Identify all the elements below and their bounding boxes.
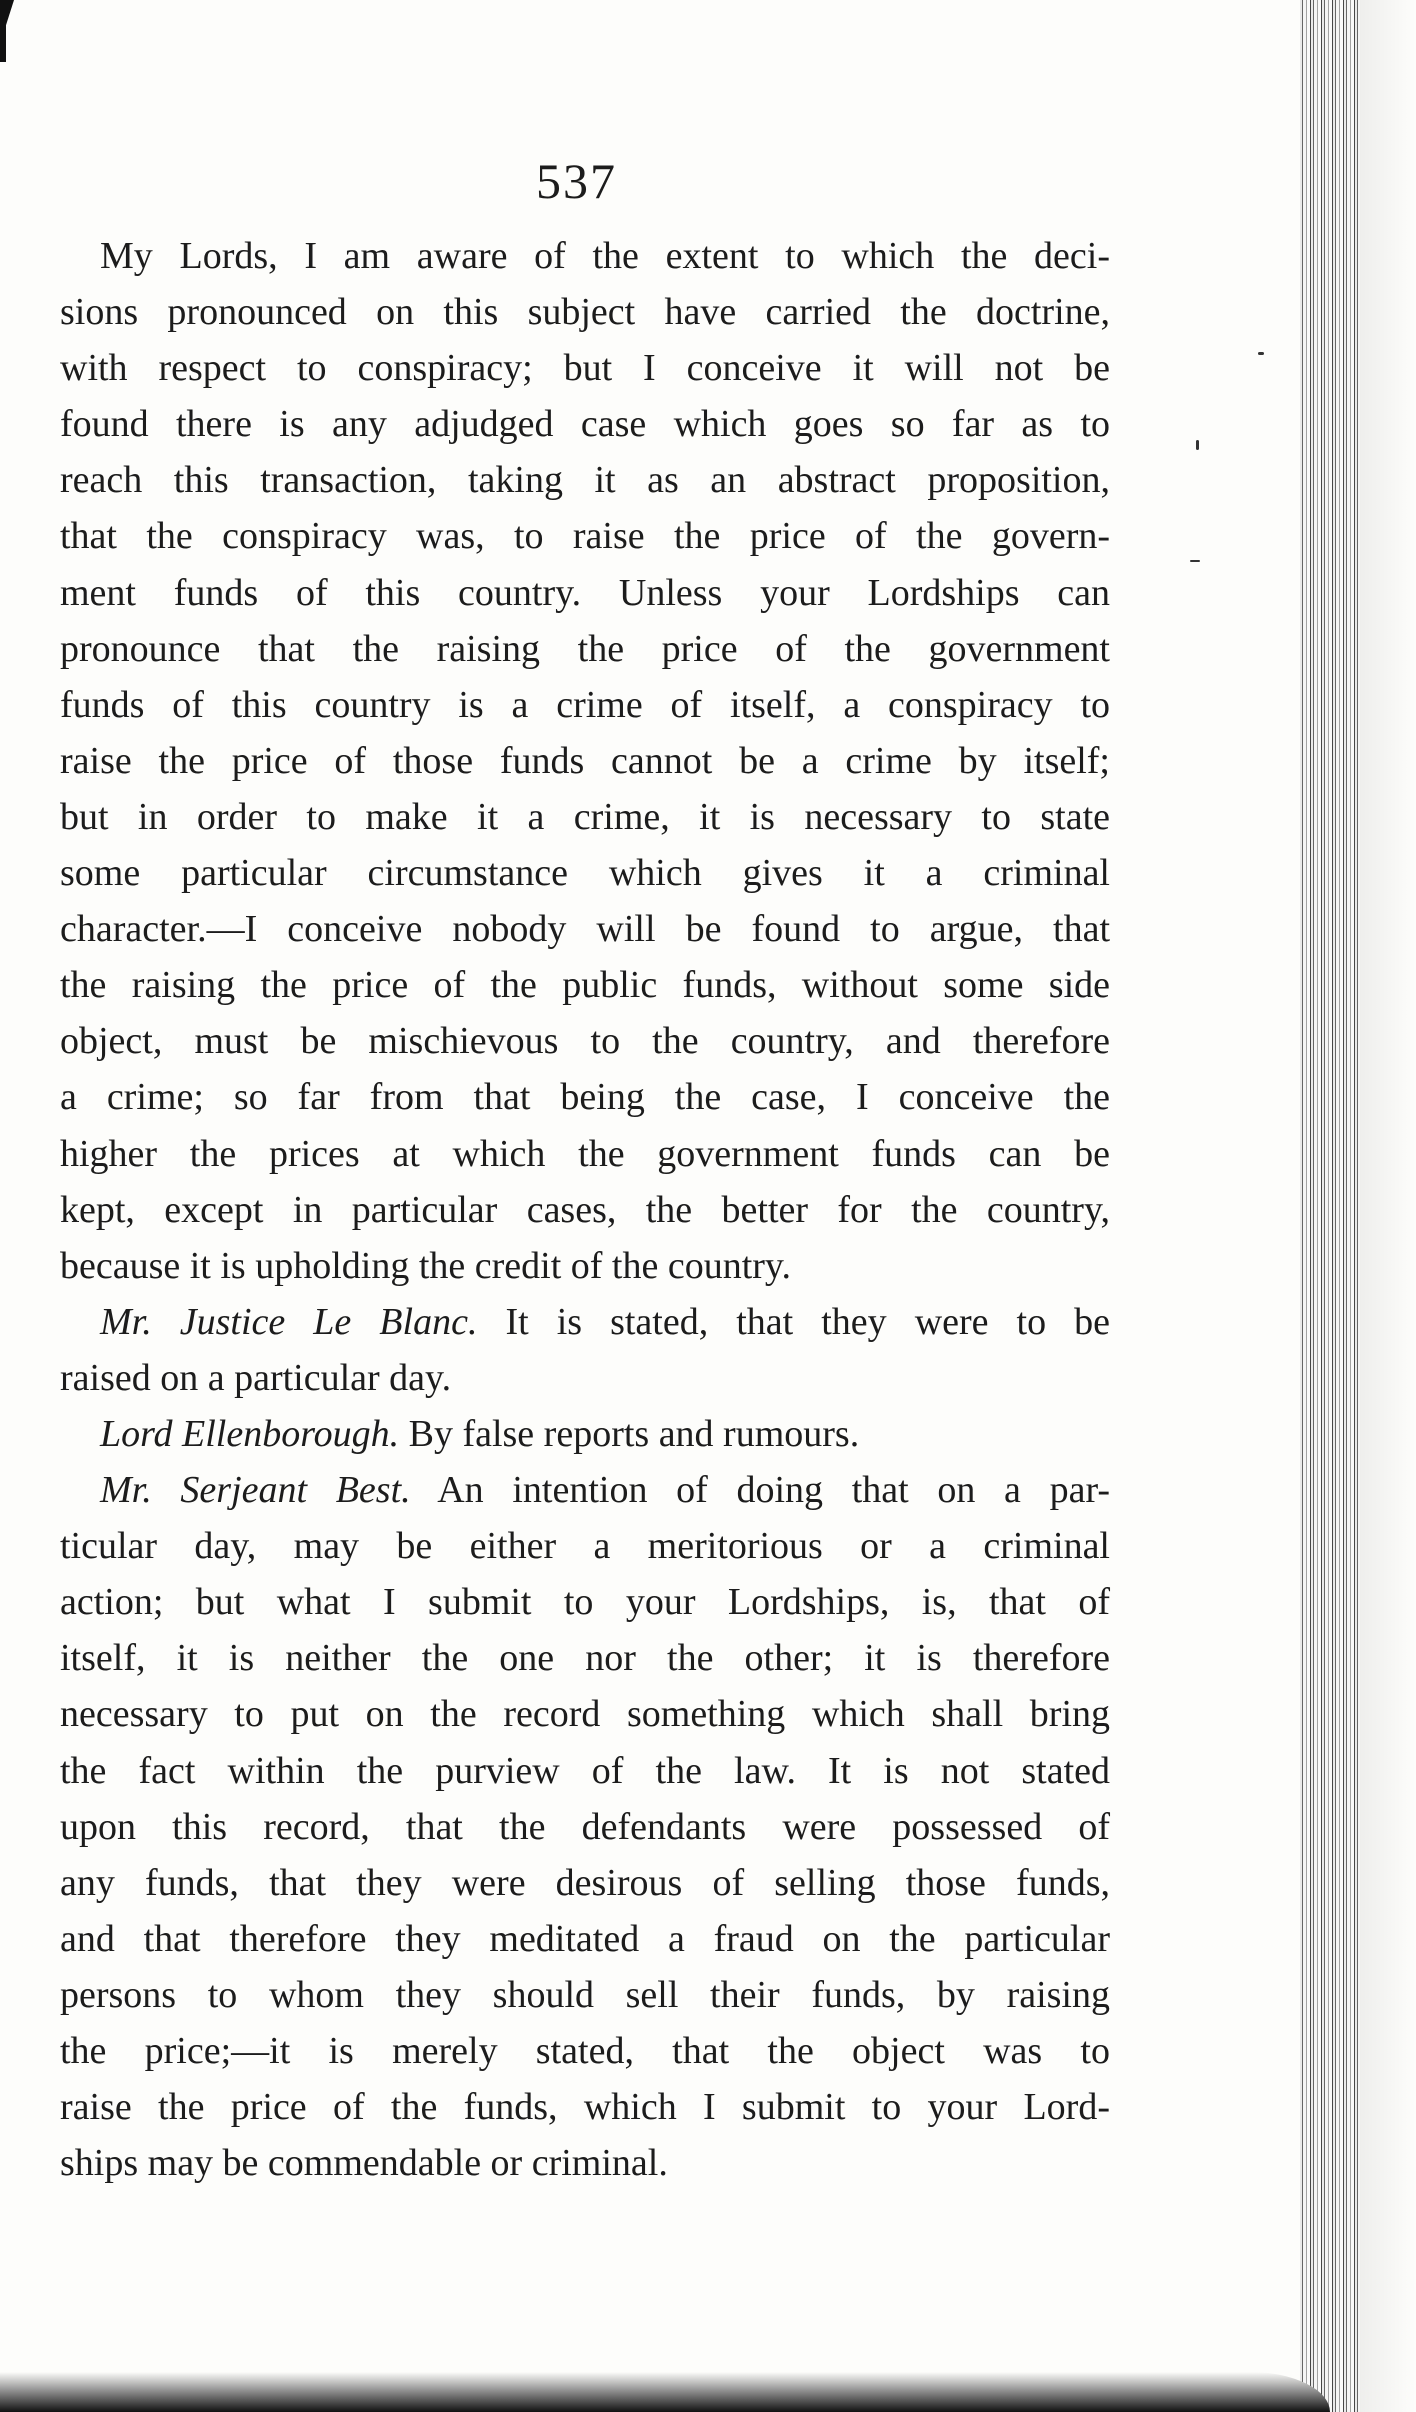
line-text: necessary to put on the record something which shall bring	[60, 1693, 1110, 1736]
speaker-name: Mr. Serjeant Best.	[100, 1469, 411, 1512]
line-text: raised on a particular day.	[60, 1356, 452, 1399]
text-line	[60, 1238, 1110, 1294]
line-text: found there is any adjudged case which goes so far as to	[60, 403, 1110, 446]
corner-crop-mark	[0, 0, 14, 44]
body-text	[60, 228, 1110, 2191]
text-line	[60, 1462, 1110, 1518]
ink-speck	[1196, 440, 1199, 450]
ink-speck	[1258, 352, 1264, 355]
line-text: higher the prices at which the government funds can be	[60, 1132, 1110, 1175]
page-bottom-edge	[0, 2372, 1330, 2412]
line-text: the fact within the purview of the law. It is not stated	[60, 1749, 1110, 1792]
line-text: sions pronounced on this subject have carried the doctrine,	[60, 291, 1110, 334]
line-text: kept, except in particular cases, the better for the country,	[60, 1188, 1110, 1231]
text-line	[60, 845, 1110, 901]
line-text: because it is upholding the credit of the country.	[60, 1244, 791, 1287]
line-text: funds of this country is a crime of itself, a conspiracy to	[60, 683, 1110, 726]
text-line	[60, 1182, 1110, 1238]
text-line	[60, 1574, 1110, 1630]
line-text: raise the price of those funds cannot be a crime by itself;	[60, 739, 1110, 782]
speaker-name: Lord Ellenborough.	[100, 1412, 400, 1455]
text-line	[60, 789, 1110, 845]
text-line	[60, 957, 1110, 1013]
text-line	[60, 1126, 1110, 1182]
text-line	[60, 284, 1110, 340]
line-text: reach this transaction, taking it as an abstract proposition,	[60, 459, 1110, 502]
book-binding-edge	[1300, 0, 1360, 2412]
line-text: any funds, that they were desirous of selling those funds,	[60, 1861, 1110, 1904]
line-text: An intention of doing that on a par-	[410, 1469, 1110, 1512]
speaker-name: Mr. Justice Le Blanc.	[100, 1300, 478, 1343]
text-line	[60, 340, 1110, 396]
text-line	[60, 1967, 1110, 2023]
text-line	[60, 1911, 1110, 1967]
text-line	[60, 733, 1110, 789]
text-line	[60, 1799, 1110, 1855]
line-text: a crime; so far from that being the case, I conceive the	[60, 1076, 1110, 1119]
line-text: character.—I conceive nobody will be found to argue, that	[60, 908, 1110, 951]
line-text: ships may be commendable or criminal.	[60, 2142, 668, 2185]
line-text: itself, it is neither the one nor the other; it is therefore	[60, 1637, 1110, 1680]
line-text: object, must be mischievous to the country, and therefore	[60, 1020, 1110, 1063]
ink-speck	[1190, 560, 1200, 562]
line-text: that the conspiracy was, to raise the price of the govern-	[60, 515, 1110, 558]
text-line	[60, 452, 1110, 508]
line-text: with respect to conspiracy; but I conceive it will not be	[60, 347, 1110, 390]
text-line	[60, 1686, 1110, 1742]
line-text: By false reports and rumours.	[399, 1412, 860, 1455]
text-line	[60, 1294, 1110, 1350]
text-line	[60, 1350, 1110, 1406]
text-line	[60, 508, 1110, 564]
text-line	[60, 228, 1110, 284]
page-number: 537	[536, 153, 617, 209]
line-text: ticular day, may be either a meritorious or a criminal	[60, 1525, 1110, 1568]
text-line	[60, 1855, 1110, 1911]
text-line	[60, 1518, 1110, 1574]
line-text: ment funds of this country. Unless your Lordships can	[60, 571, 1110, 614]
line-text: persons to whom they should sell their funds, by raising	[60, 1973, 1110, 2016]
line-text: the price;—it is merely stated, that the object was to	[60, 2030, 1110, 2072]
line-text: some particular circumstance which gives it a criminal	[60, 852, 1110, 895]
binding-shadow	[1360, 0, 1416, 2412]
text-line	[60, 677, 1110, 733]
text-line	[60, 396, 1110, 452]
text-line	[60, 1630, 1110, 1686]
text-line	[60, 2135, 1110, 2191]
line-text: action; but what I submit to your Lordships, is, that of	[60, 1581, 1110, 1624]
line-text: It is stated, that they were to be	[477, 1300, 1110, 1343]
text-line	[60, 2023, 1110, 2079]
line-text: pronounce that the raising the price of the government	[60, 627, 1110, 670]
line-text: but in order to make it a crime, it is necessary to state	[60, 795, 1110, 838]
text-line	[60, 2079, 1110, 2135]
text-line	[60, 1013, 1110, 1069]
line-text: and that therefore they meditated a fraud on the particular	[60, 1917, 1110, 1960]
text-line	[60, 1743, 1110, 1799]
text-line	[60, 901, 1110, 957]
text-line	[60, 621, 1110, 677]
text-line	[60, 1069, 1110, 1125]
line-text: upon this record, that the defendants were possessed of	[60, 1805, 1110, 1848]
text-line	[60, 1406, 1110, 1462]
text-line	[60, 565, 1110, 621]
line-text: the raising the price of the public funds, without some side	[60, 964, 1110, 1007]
line-text: My Lords, I am aware of the extent to which the deci-	[100, 235, 1110, 277]
line-text: raise the price of the funds, which I submit to your Lord-	[60, 2086, 1110, 2129]
